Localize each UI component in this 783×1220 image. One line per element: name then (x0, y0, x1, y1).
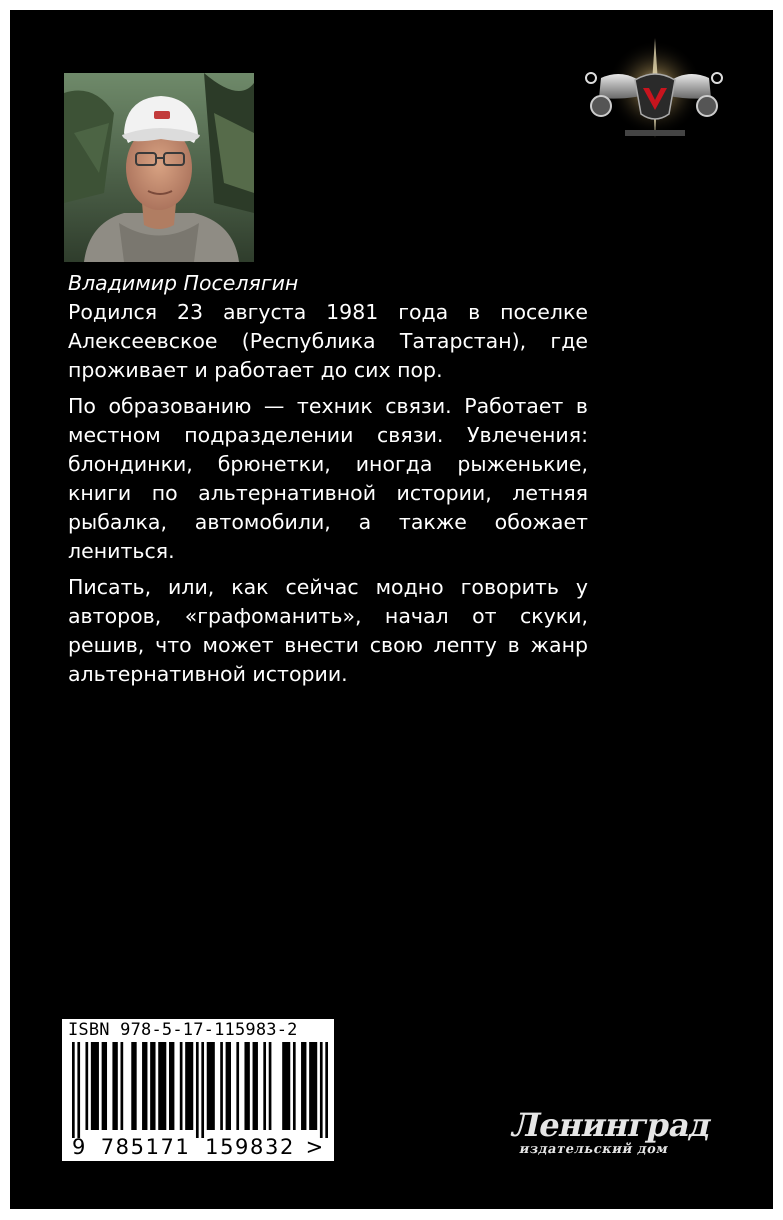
barcode-bar (236, 1042, 239, 1130)
barcode-digit-group: 159832 (205, 1135, 295, 1159)
barcode-bar (102, 1042, 107, 1130)
barcode-bar (226, 1042, 231, 1130)
barcode-bar (201, 1042, 204, 1138)
barcode-bar (244, 1042, 249, 1130)
isbn-barcode (62, 1019, 334, 1161)
barcode-bar (112, 1042, 117, 1130)
back-cover (10, 10, 773, 1209)
barcode-bar (180, 1042, 183, 1130)
bio-paragraph: Родился 23 августа 1981 года в поселке Алексеевское (Республика Татарстан), где проживает и работает до сих пор. (68, 300, 588, 382)
barcode-bar (77, 1042, 80, 1138)
barcode-bar (293, 1042, 296, 1130)
barcode-bar (142, 1042, 147, 1130)
barcode-bar (282, 1042, 290, 1130)
author-biography (68, 298, 588, 696)
barcode-bar (253, 1042, 258, 1130)
publisher-logo (508, 1106, 715, 1166)
series-emblem-logo (583, 38, 725, 150)
barcode-bar (196, 1042, 199, 1138)
author-photo (64, 73, 254, 262)
publisher-subtitle: издательский дом (518, 1142, 670, 1157)
barcode-bar (85, 1042, 88, 1130)
barcode-bar (263, 1042, 266, 1130)
barcode-arrow: > (305, 1135, 324, 1159)
barcode-bar (207, 1042, 215, 1130)
barcode-bar (220, 1042, 223, 1130)
barcode-bar (72, 1042, 75, 1138)
barcode-bars (72, 1042, 328, 1138)
bio-paragraph: По образованию — техник связи. Работает в местном подразделении связи. Увлечения: блондинки, брюнетки, иногда рыженькие, книги по альтернативной истории, летняя рыбалка, автомобили, а также обожает лениться. (68, 394, 588, 563)
barcode-bar (325, 1042, 328, 1138)
barcode-bar (131, 1042, 136, 1130)
barcode-bar (169, 1042, 174, 1130)
barcode-bar (309, 1042, 317, 1130)
barcode-digits (72, 1135, 323, 1159)
barcode-bar (185, 1042, 193, 1130)
bio-paragraph: Писать, или, как сейчас модно говорить у авторов, «графоманить», начал от скуки, решив, что может внести свою лепту в жанр альтернативной истории. (68, 575, 588, 686)
publisher-name: Ленинград (508, 1106, 715, 1144)
barcode-bar (150, 1042, 155, 1130)
barcode-bar (91, 1042, 99, 1130)
barcode-bar (269, 1042, 272, 1130)
author-name: Владимир Поселягин (68, 271, 299, 295)
barcode-digit-first: 9 (72, 1135, 86, 1159)
isbn-number: ISBN 978-5-17-115983-2 (68, 1020, 298, 1040)
barcode-bar (121, 1042, 124, 1130)
barcode-bar (320, 1042, 323, 1138)
barcode-bar (301, 1042, 306, 1130)
barcode-digit-group: 785171 (100, 1135, 191, 1159)
barcode-bar (158, 1042, 166, 1130)
